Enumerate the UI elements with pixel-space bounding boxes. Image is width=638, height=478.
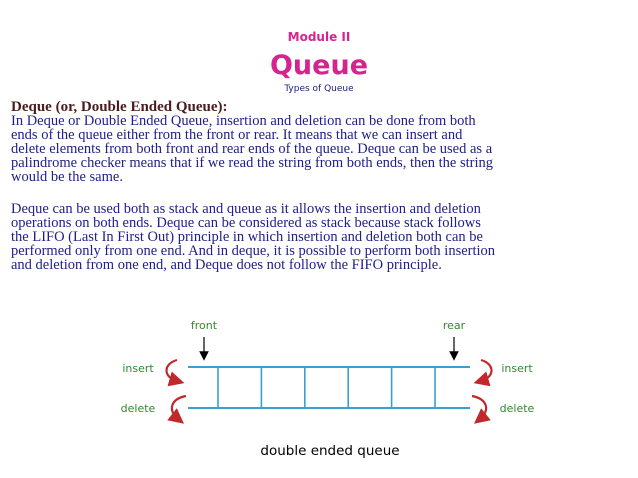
right-insert-label: insert: [501, 362, 533, 375]
left-insert-arrow: [167, 360, 178, 381]
section-heading: Deque (or, Double Ended Queue):: [11, 99, 228, 115]
queue-body: [188, 367, 470, 408]
paragraph-2-line: Deque can be used both as stack and queue as it allows the insertion and deletion: [11, 201, 481, 217]
left-delete-arrow: [172, 396, 186, 419]
rear-label: rear: [442, 319, 466, 332]
paragraph-1-line: delete elements from both front and rear ends of the queue. Deque can be used as a: [11, 141, 493, 157]
left-delete-label: delete: [120, 402, 156, 415]
module-label: Module II: [287, 30, 351, 44]
paragraph-2-line: operations on both ends. Deque can be considered as stack because stack follows: [11, 215, 481, 231]
paragraph-2-line: performed only from one end. And in deque, it is possible to perform both insertion: [11, 243, 496, 259]
paragraph-2-line: the LIFO (Last In First Out) principle in which insertion and deletion both can be: [11, 229, 483, 245]
page-title: Queue: [269, 50, 369, 81]
front-label: front: [190, 319, 218, 332]
page-subtitle: Types of Queue: [284, 84, 354, 94]
paragraph-1-line: In Deque or Double Ended Queue, insertion and deletion can be done from both: [11, 113, 476, 129]
right-insert-arrow: [481, 360, 492, 381]
paragraph-1-line: palindrome checker means that if we read the string from both ends, then the string: [11, 155, 493, 171]
paragraph-1-line: ends of the queue either from the front or rear. It means that we can insert and: [11, 127, 463, 143]
right-delete-arrow: [472, 396, 486, 419]
right-delete-label: delete: [499, 402, 535, 415]
paragraph-2-line: and deletion from one end, and Deque does not follow the FIFO principle.: [11, 257, 442, 273]
left-insert-label: insert: [122, 362, 154, 375]
diagram-caption: double ended queue: [260, 443, 400, 459]
paragraph-1-line: would be the same.: [11, 169, 123, 185]
